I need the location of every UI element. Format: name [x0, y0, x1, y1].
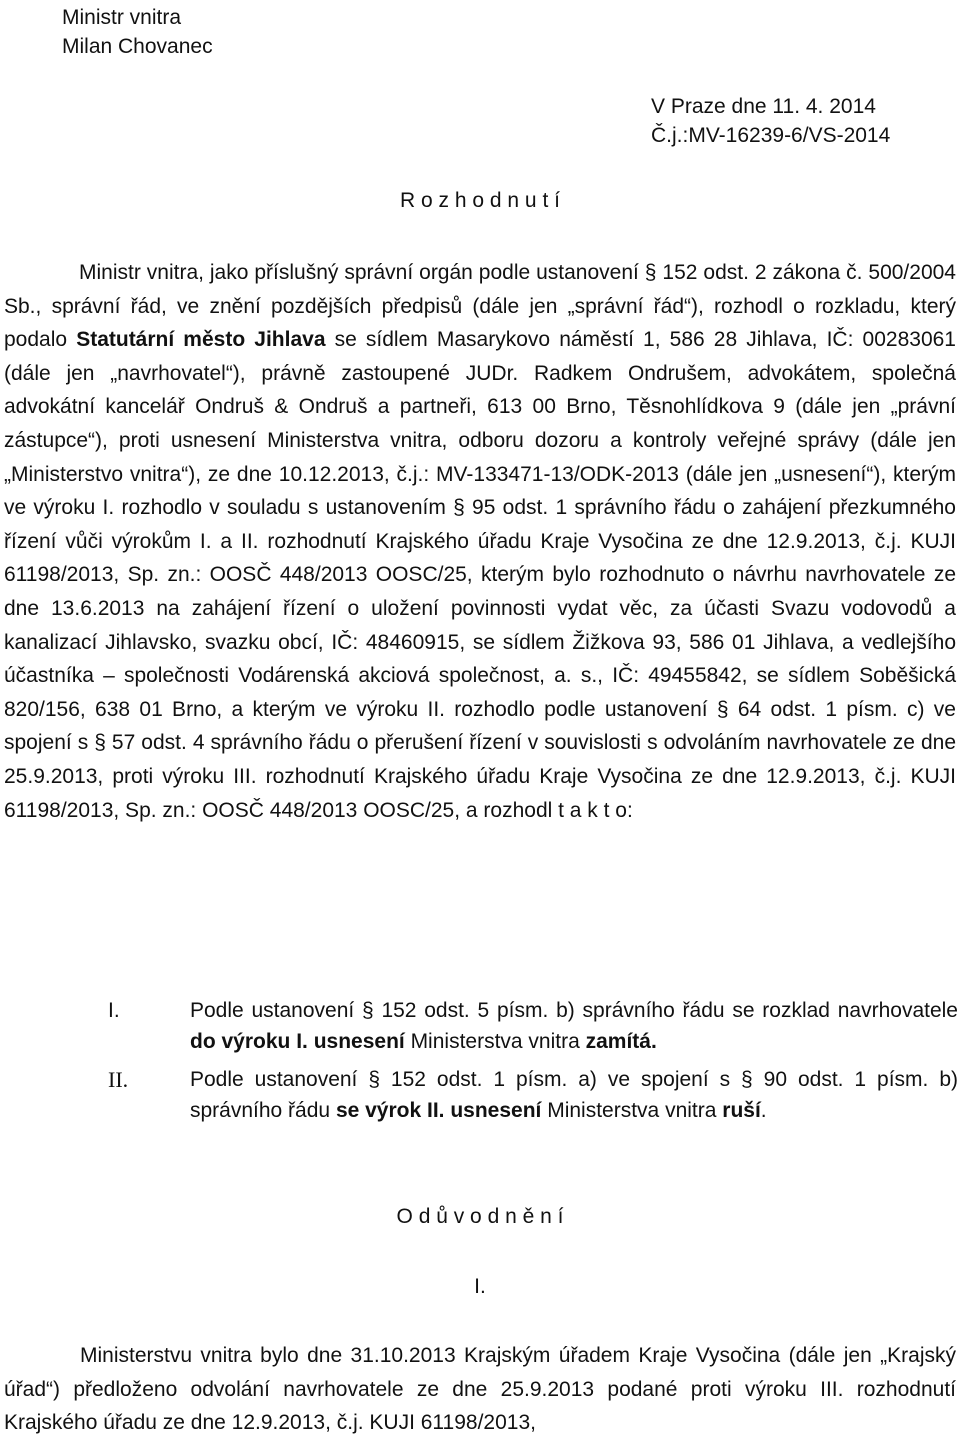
verdict-text-part: Podle ustanovení § 152 odst. 1 písm. a) ve spojení s § 90 odst. 1 písm. b) správního řádu — [190, 1068, 958, 1122]
verdict-item-2 — [108, 1064, 958, 1126]
place-date: V Praze dne 11. 4. 2014 — [651, 95, 876, 118]
verdict-text — [190, 1064, 958, 1126]
decision-heading: R o z h o d n u t í — [400, 189, 560, 212]
intro-text-2: se sídlem Masarykovo náměstí 1, 586 28 Jihlava, IČ: 00283061 (dále jen „navrhovatel“), právně zastoupené JUDr. Radkem Ondrušem, advokátem, společná advokátní kancelář Ondruš & Ondruš a partneři, 613 00 Brno, Těsnohlídkova 9 (dále jen „právní zástupce“), proti usnesení Ministerstva vnitra, odboru dozoru a kontroly veřejné správy (dále jen „Ministerstvo vnitra“), ze dne 10.12.2013, č.j.: MV-133471-13/ODK-2013 (dále jen „usnesení“), kterým ve výroku I. rozhodlo v souladu s ustanovením § 95 odst. 1 správního řádu o zahájení přezkumného řízení vůči výrokům I. a II. rozhodnutí Krajského úřadu Kraje Vysočina ze dne 12.9.2013, č.j. KUJI 61198/2013, Sp. zn.: OOSČ 448/2013 OOSC/25, kterým bylo rozhodnuto o návrhu navrhovatele ze dne 13.6.2013 na zahájení řízení o uložení povinnosti vydat věc, za účasti Svazu vodovodů a kanalizací Jihlavsko, svazku obcí, IČ: 48460915, se sídlem Žižkova 93, 586 01 Jihlava, a vedlejšího účastníka – společnosti Vodárenská akciová společnost, a. s., IČ: 49455842, se sídlem Soběšická 820/156, 638 01 Brno, a kterým ve výroku II. rozhodlo podle ustanovení § 64 odst. 1 písm. c) ve spojení s § 57 odst. 4 správního řádu o přerušení řízení v souvislosti s odvoláním navrhovatele ze dne 25.9.2013, proti výroku III. rozhodnutí Krajského úřadu Kraje Vysočina ze dne 12.9.2013, č.j. KUJI 61198/2013, Sp. zn.: OOSČ 448/2013 OOSC/25, a rozhodl t a k t o: — [4, 328, 956, 822]
intro-paragraph — [4, 256, 956, 827]
sender-block — [62, 3, 213, 61]
reasoning-paragraph: Ministerstvu vnitra bylo dne 31.10.2013 Krajským úřadem Kraje Vysočina (dále jen „Krajský úřad“) předloženo odvolání navrhovatele ze dne 25.9.2013 podané proti výroku III. rozhodnutí Krajského úřadu ze dne 12.9.2013, č.j. KUJI 61198/2013, — [4, 1344, 956, 1435]
verdict-bold-part: do výroku I. usnesení — [190, 1030, 405, 1053]
dateline-block — [651, 92, 890, 150]
intro-text-1: Ministr vnitra, jako příslušný správní orgán podle ustanovení § 152 odst. 2 zákona č. 500/2004 Sb., správní řád, ve znění pozdějších předpisů (dále jen „správní řád“), rozhodl o rozkladu, který podalo — [4, 261, 956, 352]
verdict-text-part: Ministerstva vnitra — [541, 1099, 723, 1122]
verdict-text-part: . — [760, 1099, 767, 1122]
verdict-text-part: Ministerstva vnitra — [404, 1030, 586, 1053]
sender-name: Milan Chovanec — [62, 35, 213, 58]
sender-title: Ministr vnitra — [62, 6, 182, 29]
verdict-item-1 — [108, 995, 958, 1057]
section-number: I. — [474, 1275, 486, 1298]
verdict-bold-part: zamítá. — [585, 1030, 657, 1053]
verdict-number: I. — [108, 999, 120, 1022]
verdict-number: II. — [108, 1067, 129, 1092]
verdict-text-part: Podle ustanovení § 152 odst. 5 písm. b) správního řádu se rozklad navrhovatele — [190, 999, 958, 1022]
verdict-bold-part: ruší — [722, 1099, 761, 1122]
applicant-name: Statutární město Jihlava — [76, 328, 326, 352]
verdict-text — [190, 995, 958, 1057]
reasoning-heading: O d ů v o d n ě n í — [396, 1205, 564, 1228]
verdict-bold-part: se výrok II. usnesení — [335, 1099, 542, 1122]
reference-number: Č.j.:MV-16239-6/VS-2014 — [651, 124, 891, 147]
